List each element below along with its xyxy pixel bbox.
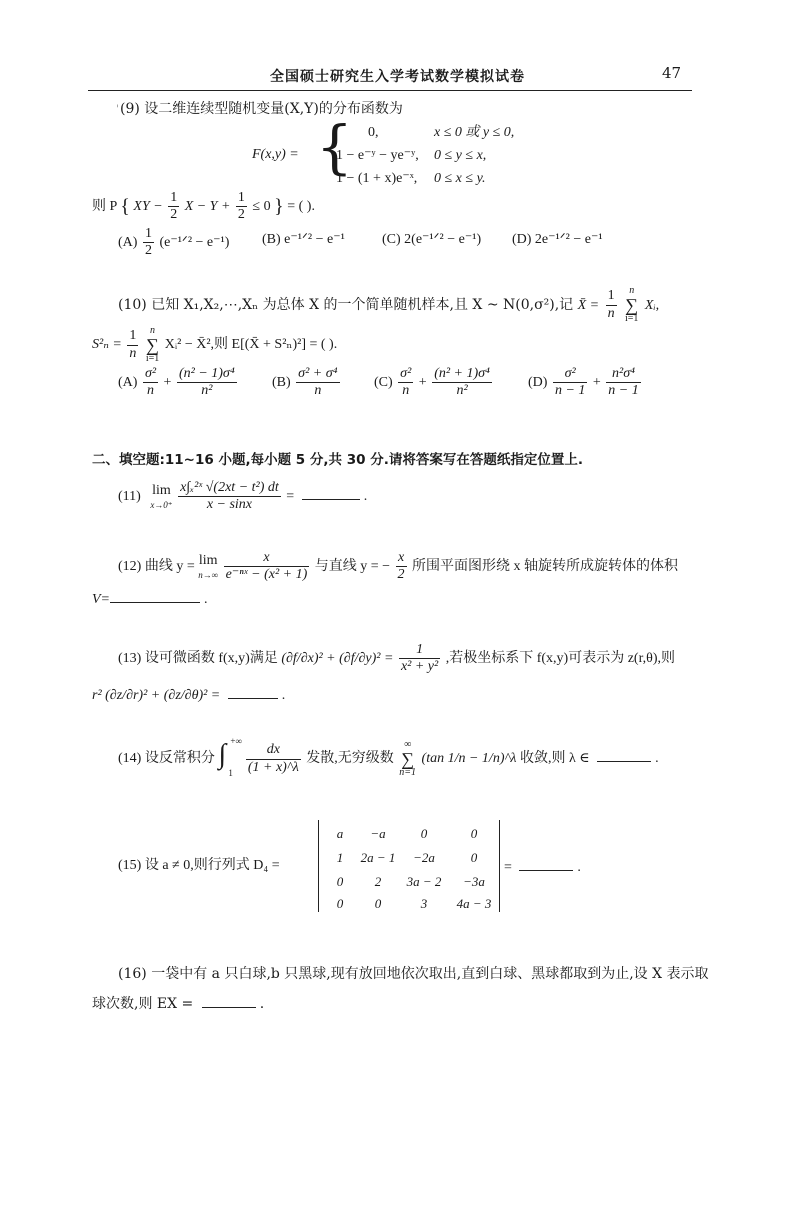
q15-cell-r3c4: −3a [463,874,485,889]
q15-cell-r2c2: 2a − 1 [360,850,396,865]
q12-limit [198,553,218,581]
q14-int-bot: 1 [228,768,233,778]
q13 [118,642,675,675]
q12-mid: 与直线 y = − [314,558,391,574]
q14 [118,736,659,778]
q9-option-d: (D) 2e⁻¹ᐟ² − e⁻¹ [512,232,603,247]
q9-case3-expr: 1 − (1 + x)e⁻ˣ, [336,171,418,186]
q13-expr: r² (∂z/∂r)² + (∂z/∂θ)² = [92,688,221,703]
q9-stem [120,101,403,118]
q10-option-c-n2: (n² + 1)σ⁴ [434,366,490,381]
q9-case2-cond: 0 ≤ y ≤ x, [434,148,487,163]
q9-stem-text: 设二维连续型随机变量(X,Y)的分布函数为 [144,101,403,117]
q15-determinant [318,820,500,912]
q16-ask: 球次数,则 EX = [92,996,194,1012]
q9-option-a-num: 1 [144,226,152,241]
header-rule [88,90,692,91]
q13-answer-blank [228,697,278,699]
q10-s2-sum-bot: i=1 [145,353,160,364]
q10-option-a-f2 [177,366,237,399]
q15-cell-r4c1: 0 [336,896,344,911]
q9-ask-suffix: = ( ). [287,198,315,214]
q14-answer-blank [597,760,651,762]
q13-end: . [281,688,286,703]
q14-integrand [246,742,301,775]
q14-end: . [655,751,659,767]
q13-prefix: 设可微函数 f(x,y)满足 [144,650,278,666]
q14-label: (14) [118,751,142,767]
page-number: 47 [662,64,682,82]
q15-cell-r2c3: −2a [413,850,435,865]
q9-ask-b: X − Y + [184,198,231,214]
q11 [118,480,367,513]
q12-den: e⁻ⁿˣ − (x² + 1) [225,567,308,583]
q9-half-1-num: 1 [170,190,178,205]
q15-cell-r1c3: 0 [420,826,428,841]
section-2-heading: 二、填空题:11~16 小题,每小题 5 分,共 30 分.请将答案写在答题纸指定位置上. [92,452,583,468]
q9-ask-a: XY − [133,198,163,214]
q14-int-top: +∞ [230,736,242,746]
q10-s2-lhs: S²ₙ = [92,337,122,353]
q9-case2-expr: 1 − e⁻ʸ − ye⁻ʸ, [336,148,419,163]
q13-label: (13) [118,650,142,666]
q10-option-c-f1 [398,366,413,399]
q10-option-d-n1: σ² [564,366,576,381]
q12 [118,550,678,583]
q16-end: . [259,996,265,1012]
q10-option-c-plus: + [418,374,427,390]
q10-option-b-n: σ² + σ⁴ [298,366,338,381]
q12-answer-blank [110,601,200,603]
q9-ask-prefix: 则 P [92,198,117,214]
q11-label: (11) [118,488,141,504]
q10-xbar-sum-top: n [629,285,635,296]
q9-lhs: F(x,y) = [252,147,299,162]
q10-option-b-d: n [296,382,339,399]
q10-option-c-n1: σ² [400,366,412,381]
q14-integral-sign: ∫ [218,739,226,770]
q10-option-a-f1 [143,366,158,399]
q10-option-a-d1: n [143,382,158,399]
q14-sum-top: ∞ [404,739,412,750]
q9-option-a-frac [143,226,154,259]
q14-sum: ∞ ∑ n=1 [399,739,417,778]
q12-lim-sub: n→∞ [198,569,219,580]
q16-text: 一袋中有 a 只白球,b 只黑球,现有放回地依次取出,直到白球、黑球都取到为止,设 X 表示取 [151,966,709,982]
q10-xbar-frac [606,288,617,321]
q15-cell-r4c3: 3 [420,896,428,911]
q10-s2-sum-top: n [150,325,156,336]
q10-option-c-label: (C) [374,374,393,390]
q12-tail: 所围平面图形绕 x 轴旋转所成旋转体的体积 [412,558,679,574]
q10-xbar-sum: n ∑ i=1 [625,285,639,324]
q15-prefix: 设 a ≠ 0,则行列式 D₄ = [144,858,280,873]
q10-option-d-f2 [606,366,640,399]
q9-question: 则 P { XY − $\frac{1}{2}$ X − Y + $\frac{1}{2}$ ≤ 0 } = ( ). [92,190,315,223]
q10-option-d-d2: n − 1 [608,383,639,399]
q12-lim-text: lim [198,552,218,568]
q15-cell-r2c1: 1 [336,850,344,865]
q9-case1-cond: x ≤ 0 或 y ≤ 0, [434,125,515,140]
q10-option-a-n1: σ² [144,366,157,381]
q13-partials: (∂f/∂x)² + (∂f/∂y)² = [281,650,394,666]
q9-brace: { [316,113,353,181]
q15-cell-r1c4: 0 [470,826,478,841]
q10-option-a-n2: (n² − 1)σ⁴ [178,366,235,381]
q16-line2 [92,996,264,1013]
q14-int-den: (1 + x)^λ [247,759,299,775]
q12-end: . [204,592,208,607]
q9-half-1-den: 2 [170,207,178,223]
q9-ask-c: ≤ 0 [252,198,271,214]
q10-option-d [528,366,643,399]
q10-option-d-f1 [553,366,587,399]
q11-end: . [363,488,368,504]
q12-num: x [263,550,270,565]
q10-option-b [272,366,342,399]
q12-prefix: 曲线 y = [144,558,195,574]
q13-rhs-num: 1 [416,642,424,657]
q10-label: (10) [118,297,147,313]
q9-half-2-num: 1 [237,190,245,205]
q10-s2-frac [127,328,138,361]
q15-label: (15) [118,858,142,873]
q10-option-b-f [296,366,339,399]
q10-s2-line [92,326,337,364]
q15-prefix-line [118,858,280,875]
q15-cell-r1c2: −a [370,826,386,841]
q10-xbar-lhs: X̄ = [577,298,600,313]
q14-prefix: 设反常积分 [144,751,215,767]
q10-option-a-d2: n² [177,382,237,399]
scan-mark: ' [116,104,119,115]
q16-line1 [118,966,709,983]
q11-answer-blank [302,498,360,500]
q10-stem [118,286,659,324]
q12-line-den: 2 [397,567,405,583]
q10-option-a-label: (A) [118,374,138,390]
q10-option-d-d1: n − 1 [554,383,586,399]
q11-eq: = [286,488,295,504]
q12-label: (12) [118,558,142,574]
q14-integral [218,736,242,778]
q9-option-a [118,226,229,259]
q9-half-2 [236,190,247,223]
q12-line-num: x [397,550,405,565]
q13-rhs-den: x² + y² [400,659,439,675]
q9-case1-expr: 0, [368,125,379,140]
q15-answer [504,860,581,877]
q11-lim-sub: x→0⁺ [150,499,173,510]
q10-xbar-sum-bot: i=1 [625,313,639,324]
q10-xbar-num: 1 [607,288,615,304]
q15-cell-r3c2: 2 [374,874,382,889]
q10-s2-num: 1 [129,328,137,344]
q15-cell-r3c1: 0 [336,874,344,889]
q9-option-a-tail: (e⁻¹ᐟ² − e⁻¹) [159,234,230,250]
q13-rhs [399,642,440,675]
q12-fraction [224,550,310,583]
q10-option-b-label: (B) [272,374,291,390]
q11-num: x∫ₓ²ˣ √(2xt − t²) dt [180,480,279,495]
q10-option-a-plus: + [163,374,172,390]
q13-line2 [92,688,285,705]
q14-mid: 发散,无穷级数 [306,751,394,767]
q11-fraction [178,480,281,513]
q10-option-c [374,366,494,399]
q15-answer-blank [519,869,573,871]
q10-option-c-f2 [432,366,492,399]
q10-s2-tail: Xᵢ² − X̄²,则 E[(X̄ + S²ₙ)²] = ( ). [164,337,338,353]
q9-option-a-den: 2 [144,243,152,259]
q11-limit [150,483,172,511]
q11-den: x − sinx [178,496,281,513]
header-title: 全国硕士研究生入学考试数学模拟试卷 [270,69,525,85]
q15-cell-r2c4: 0 [470,850,478,865]
q9-label: (9) [120,101,140,117]
q15-cell-r4c2: 0 [374,896,382,911]
q10-option-d-n2: n²σ⁴ [612,366,635,381]
q10-option-a [118,366,239,399]
q15-eq: = [504,860,512,875]
q12-v: V= [92,592,110,607]
q14-series: (tan 1/n − 1/n)^λ [421,751,517,767]
q9-half-1 [168,190,179,223]
q16-answer-blank [202,1006,256,1008]
q12-line2 [92,592,208,609]
q9-option-a-label: (A) [118,234,138,250]
q11-lim-text: lim [152,482,171,498]
q10-s2-sum: n ∑ i=1 [145,325,160,364]
q15-cell-r1c1: a [336,826,344,841]
q16-label: (16) [118,966,147,982]
q14-tail: 收敛,则 λ ∈ [519,751,590,767]
q10-s2-den: n [129,345,137,361]
q9-option-b: (B) e⁻¹ᐟ² − e⁻¹ [262,232,345,247]
q15-cell-r4c4: 4a − 3 [456,896,492,911]
q9-case3-cond: 0 ≤ x ≤ y. [434,171,486,186]
q9-option-c: (C) 2(e⁻¹ᐟ² − e⁻¹) [382,232,482,247]
q13-tail: ,若极坐标系下 f(x,y)可表示为 z(r,θ),则 [445,650,676,666]
q9-half-2-den: 2 [237,207,245,223]
q10-option-c-d2: n² [432,382,492,399]
q10-stem-text: 已知 X₁,X₂,⋯,Xₙ 为总体 X 的一个简单随机样本,且 X ~ N(0,σ²),记 [151,297,574,313]
q15-cell-r3c3: 3a − 2 [406,874,442,889]
q14-sum-bot: n=1 [399,767,417,778]
q15-end: . [577,860,581,875]
q10-option-d-label: (D) [528,374,548,390]
q10-option-d-plus: + [592,374,601,390]
q12-line-frac [396,550,407,583]
q10-option-c-d1: n [398,382,413,399]
q10-xbar-den: n [607,305,615,321]
q14-int-num: dx [266,742,280,758]
q10-xbar-xi: Xᵢ, [644,298,660,313]
